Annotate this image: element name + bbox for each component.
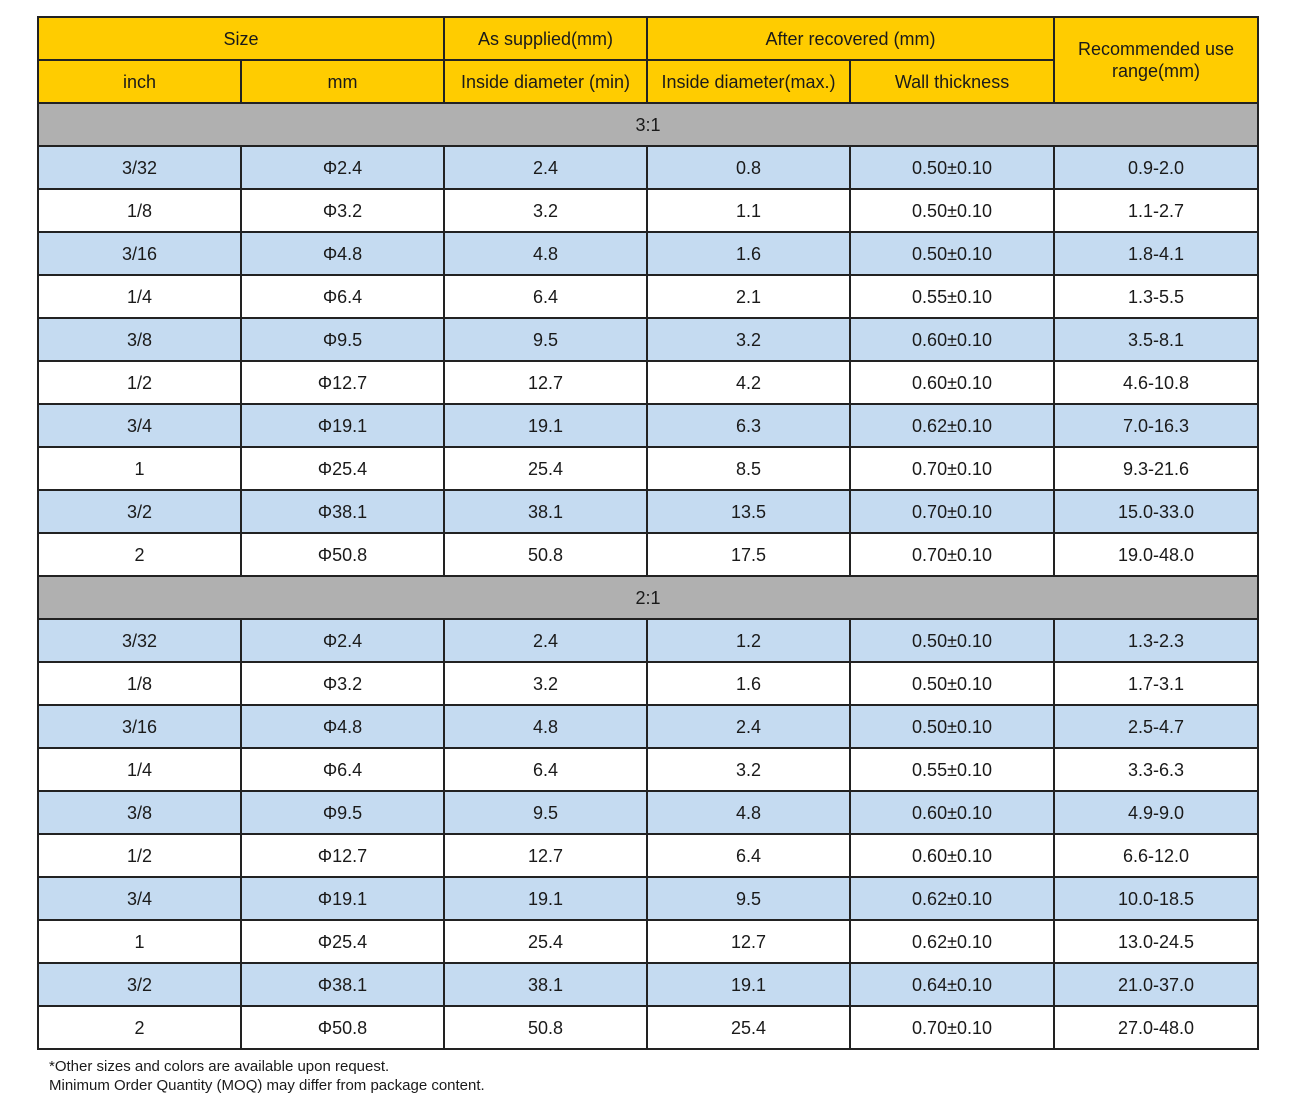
header-size: Size (38, 17, 444, 60)
cell-recommended: 4.9-9.0 (1054, 791, 1258, 834)
table-row (38, 146, 1258, 189)
cell-recommended: 3.5-8.1 (1054, 318, 1258, 361)
cell-recommended: 6.6-12.0 (1054, 834, 1258, 877)
cell-inside-min: 2.4 (444, 619, 647, 662)
cell-inside-min: 2.4 (444, 146, 647, 189)
cell-inside-max: 3.2 (647, 318, 850, 361)
cell-inch: 1/4 (38, 748, 241, 791)
cell-inch: 2 (38, 533, 241, 576)
table-row (38, 920, 1258, 963)
cell-wall-thickness: 0.50±0.10 (850, 189, 1054, 232)
cell-mm: Φ9.5 (241, 791, 444, 834)
cell-inside-max: 0.8 (647, 146, 850, 189)
table-row (38, 447, 1258, 490)
cell-mm: Φ2.4 (241, 619, 444, 662)
cell-inside-max: 25.4 (647, 1006, 850, 1049)
header-wall-thickness: Wall thickness (850, 60, 1054, 103)
cell-mm: Φ19.1 (241, 877, 444, 920)
cell-wall-thickness: 0.50±0.10 (850, 662, 1054, 705)
table-body (38, 103, 1258, 1049)
cell-inside-max: 19.1 (647, 963, 850, 1006)
table-row (38, 877, 1258, 920)
cell-inch: 1/8 (38, 189, 241, 232)
cell-wall-thickness: 0.50±0.10 (850, 146, 1054, 189)
cell-inch: 3/16 (38, 705, 241, 748)
cell-mm: Φ4.8 (241, 705, 444, 748)
cell-recommended: 1.3-5.5 (1054, 275, 1258, 318)
cell-recommended: 7.0-16.3 (1054, 404, 1258, 447)
cell-recommended: 1.8-4.1 (1054, 232, 1258, 275)
table-row (38, 705, 1258, 748)
header-mm: mm (241, 60, 444, 103)
cell-wall-thickness: 0.62±0.10 (850, 404, 1054, 447)
cell-recommended: 3.3-6.3 (1054, 748, 1258, 791)
cell-mm: Φ6.4 (241, 275, 444, 318)
footnote-sizes: *Other sizes and colors are available upon request. (49, 1058, 390, 1075)
cell-inch: 3/2 (38, 490, 241, 533)
group-label: 2:1 (38, 576, 1258, 619)
cell-mm: Φ25.4 (241, 920, 444, 963)
cell-inch: 3/2 (38, 963, 241, 1006)
cell-inside-max: 2.1 (647, 275, 850, 318)
header-recommended: Recommended use range(mm) (1054, 17, 1258, 103)
footnotes (49, 1057, 485, 1095)
cell-wall-thickness: 0.62±0.10 (850, 920, 1054, 963)
cell-inside-min: 4.8 (444, 705, 647, 748)
cell-wall-thickness: 0.55±0.10 (850, 748, 1054, 791)
cell-wall-thickness: 0.70±0.10 (850, 533, 1054, 576)
cell-inch: 1/2 (38, 361, 241, 404)
cell-inside-min: 25.4 (444, 447, 647, 490)
cell-inside-max: 17.5 (647, 533, 850, 576)
cell-inch: 3/8 (38, 318, 241, 361)
group-row (38, 103, 1258, 146)
cell-wall-thickness: 0.62±0.10 (850, 877, 1054, 920)
cell-mm: Φ3.2 (241, 662, 444, 705)
cell-inside-max: 6.3 (647, 404, 850, 447)
cell-inside-min: 4.8 (444, 232, 647, 275)
cell-inch: 1/2 (38, 834, 241, 877)
cell-recommended: 19.0-48.0 (1054, 533, 1258, 576)
table-row (38, 1006, 1258, 1049)
cell-mm: Φ38.1 (241, 490, 444, 533)
cell-mm: Φ12.7 (241, 361, 444, 404)
cell-mm: Φ4.8 (241, 232, 444, 275)
cell-recommended: 1.3-2.3 (1054, 619, 1258, 662)
cell-inside-max: 6.4 (647, 834, 850, 877)
cell-wall-thickness: 0.60±0.10 (850, 834, 1054, 877)
cell-inch: 1 (38, 447, 241, 490)
cell-wall-thickness: 0.50±0.10 (850, 232, 1054, 275)
cell-inside-max: 2.4 (647, 705, 850, 748)
cell-wall-thickness: 0.60±0.10 (850, 318, 1054, 361)
table-row (38, 361, 1258, 404)
cell-inside-min: 12.7 (444, 834, 647, 877)
header-inside-min: Inside diameter (min) (444, 60, 647, 103)
cell-wall-thickness: 0.60±0.10 (850, 361, 1054, 404)
cell-mm: Φ9.5 (241, 318, 444, 361)
cell-inside-max: 4.2 (647, 361, 850, 404)
group-label: 3:1 (38, 103, 1258, 146)
cell-inside-min: 50.8 (444, 1006, 647, 1049)
cell-wall-thickness: 0.55±0.10 (850, 275, 1054, 318)
cell-inside-max: 3.2 (647, 748, 850, 791)
cell-recommended: 0.9-2.0 (1054, 146, 1258, 189)
cell-recommended: 10.0-18.5 (1054, 877, 1258, 920)
cell-wall-thickness: 0.60±0.10 (850, 791, 1054, 834)
footnote-moq: Minimum Order Quantity (MOQ) may differ from package content. (49, 1077, 485, 1094)
cell-inside-max: 4.8 (647, 791, 850, 834)
cell-wall-thickness: 0.50±0.10 (850, 619, 1054, 662)
cell-inch: 3/8 (38, 791, 241, 834)
cell-inside-min: 19.1 (444, 404, 647, 447)
cell-inside-max: 8.5 (647, 447, 850, 490)
cell-mm: Φ12.7 (241, 834, 444, 877)
cell-mm: Φ3.2 (241, 189, 444, 232)
table-row (38, 963, 1258, 1006)
cell-inside-max: 12.7 (647, 920, 850, 963)
header-inch: inch (38, 60, 241, 103)
cell-mm: Φ38.1 (241, 963, 444, 1006)
cell-inside-min: 6.4 (444, 275, 647, 318)
cell-inside-min: 6.4 (444, 748, 647, 791)
cell-inside-min: 9.5 (444, 318, 647, 361)
table-row (38, 232, 1258, 275)
table-row (38, 533, 1258, 576)
cell-inch: 3/32 (38, 619, 241, 662)
cell-recommended: 9.3-21.6 (1054, 447, 1258, 490)
cell-inside-max: 1.1 (647, 189, 850, 232)
cell-inside-max: 13.5 (647, 490, 850, 533)
cell-recommended: 27.0-48.0 (1054, 1006, 1258, 1049)
table-row (38, 404, 1258, 447)
cell-inside-max: 1.2 (647, 619, 850, 662)
table-row (38, 619, 1258, 662)
cell-mm: Φ25.4 (241, 447, 444, 490)
cell-inside-max: 1.6 (647, 662, 850, 705)
cell-recommended: 1.7-3.1 (1054, 662, 1258, 705)
cell-inside-max: 9.5 (647, 877, 850, 920)
cell-recommended: 4.6-10.8 (1054, 361, 1258, 404)
cell-inch: 3/16 (38, 232, 241, 275)
cell-mm: Φ19.1 (241, 404, 444, 447)
cell-inch: 1/4 (38, 275, 241, 318)
cell-recommended: 1.1-2.7 (1054, 189, 1258, 232)
cell-recommended: 15.0-33.0 (1054, 490, 1258, 533)
cell-inch: 2 (38, 1006, 241, 1049)
cell-wall-thickness: 0.64±0.10 (850, 963, 1054, 1006)
table-row (38, 834, 1258, 877)
table-row (38, 748, 1258, 791)
cell-inside-max: 1.6 (647, 232, 850, 275)
cell-inside-min: 38.1 (444, 963, 647, 1006)
cell-inside-min: 50.8 (444, 533, 647, 576)
cell-mm: Φ50.8 (241, 533, 444, 576)
cell-recommended: 21.0-37.0 (1054, 963, 1258, 1006)
cell-inside-min: 3.2 (444, 662, 647, 705)
cell-wall-thickness: 0.70±0.10 (850, 1006, 1054, 1049)
table-row (38, 275, 1258, 318)
table-row (38, 791, 1258, 834)
cell-inside-min: 3.2 (444, 189, 647, 232)
cell-wall-thickness: 0.70±0.10 (850, 490, 1054, 533)
cell-mm: Φ2.4 (241, 146, 444, 189)
table-row (38, 318, 1258, 361)
cell-mm: Φ50.8 (241, 1006, 444, 1049)
cell-mm: Φ6.4 (241, 748, 444, 791)
cell-recommended: 2.5-4.7 (1054, 705, 1258, 748)
cell-inch: 3/32 (38, 146, 241, 189)
table-header (38, 17, 1258, 103)
header-after-recovered: After recovered (mm) (647, 17, 1054, 60)
spec-table (37, 16, 1259, 1050)
cell-inside-min: 9.5 (444, 791, 647, 834)
cell-inch: 3/4 (38, 404, 241, 447)
cell-inside-min: 25.4 (444, 920, 647, 963)
cell-inch: 1/8 (38, 662, 241, 705)
cell-wall-thickness: 0.70±0.10 (850, 447, 1054, 490)
header-inside-max: Inside diameter(max.) (647, 60, 850, 103)
table-row (38, 662, 1258, 705)
cell-recommended: 13.0-24.5 (1054, 920, 1258, 963)
cell-inch: 1 (38, 920, 241, 963)
cell-inside-min: 19.1 (444, 877, 647, 920)
cell-inside-min: 12.7 (444, 361, 647, 404)
group-row (38, 576, 1258, 619)
cell-wall-thickness: 0.50±0.10 (850, 705, 1054, 748)
cell-inside-min: 38.1 (444, 490, 647, 533)
header-as-supplied: As supplied(mm) (444, 17, 647, 60)
cell-inch: 3/4 (38, 877, 241, 920)
table-row (38, 490, 1258, 533)
table-row (38, 189, 1258, 232)
